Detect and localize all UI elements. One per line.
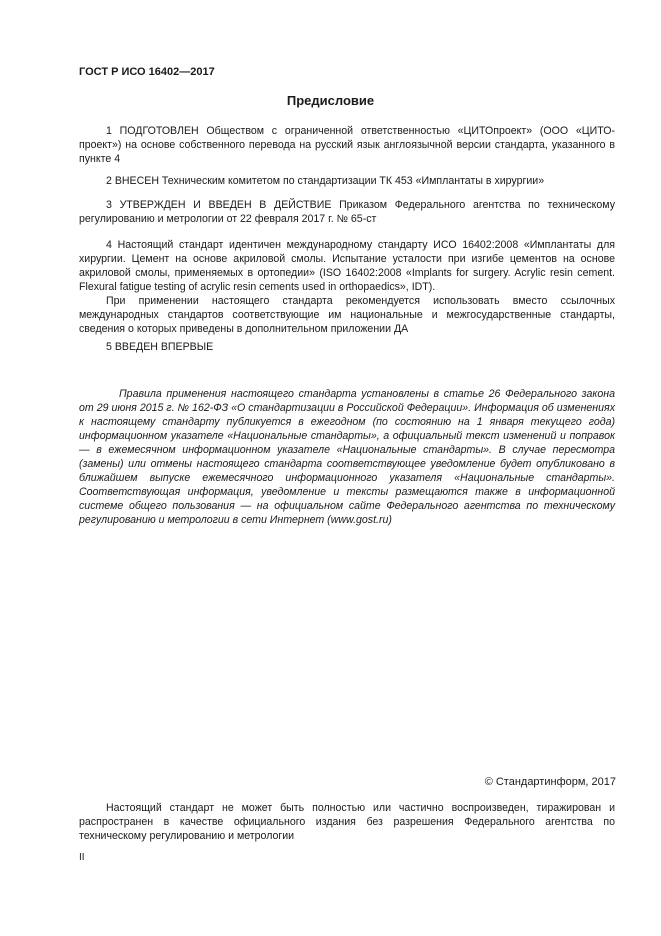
foreword-item-text: 2 ВНЕСЕН Техническим комитетом по стандартизации ТК 453 «Имплантаты в хирургии» xyxy=(106,175,545,187)
foreword-item-text: 3 УТВЕРЖДЕН И ВВЕДЕН В ДЕЙСТВИЕ Приказом Федерального агентства по техническому регулированию и метрологии от 22 февраля 2017 г. № 65-ст xyxy=(79,199,615,225)
page-number: II xyxy=(79,852,85,863)
foreword-item-1 xyxy=(79,124,615,166)
foreword-item-text: 4 Настоящий стандарт идентичен международному стандарту ИСО 16402:2008 «Имплантаты для хирургии. Цемент на основе акриловой смолы. Испытание усталости при изгибе цементов на основе акриловой смолы, применяемых в ортопедии» (ISO 16402:2008 «Implants for surgery. Acrylic resin cement. Flexural fatigue testing of acrylic resin cements used in orthopaedics», IDT). xyxy=(79,239,615,293)
document-code: ГОСТ Р ИСО 16402—2017 xyxy=(79,66,215,78)
foreword-item-5 xyxy=(79,340,615,354)
copyright: © Стандартинформ, 2017 xyxy=(484,776,616,788)
page-title: Предисловие xyxy=(286,93,375,108)
foreword-item-2 xyxy=(79,174,615,188)
foreword-item-text: 5 ВВЕДЕН ВПЕРВЫЕ xyxy=(106,341,214,353)
standard-application-notice: Правила применения настоящего стандарта установлены в статье 26 Федерального закона от 29 июня 2015 г. № 162-ФЗ «О стандартизации в Российской Федерации». Информация об изменениях к настоящему стандарту публикуется в ежегодном (по состоянию на 1 января текущего года) информационном указателе «Национальные стандарты», а официальный текст изменений и поправок — в ежемесячном информационном указателе «Национальные стандарты». В случае пересмотра (замены) или отмены настоящего стандарта соответствующее уведомление будет опубликовано в ближайшем выпуске ежемесячного информационного указателя «Национальные стандарты». Соответствующая информация, уведомление и тексты размещаются также в информационной системе общего пользования — на официальном сайте Федерального агентства по техническому регулированию и метрологии в сети Интернет (www.gost.ru) xyxy=(79,388,615,526)
foreword-item-text: 1 ПОДГОТОВЛЕН Обществом с ограниченной ответственностью «ЦИТОпроект» (ООО «ЦИТО-проект») на основе собственного перевода на русский язык англоязычной версии стандарта, указанного в пункте 4 xyxy=(79,125,615,165)
foreword-item-3 xyxy=(79,198,615,226)
foreword-item-note: При применении настоящего стандарта рекомендуется использовать вместо ссылочных международных стандартов соответствующие им национальные и межгосударственные стандарты, сведения о которых приведены в дополнительном приложении ДА xyxy=(79,295,615,335)
foreword-item-4 xyxy=(79,238,615,336)
reproduction-notice: Настоящий стандарт не может быть полностью или частично воспроизведен, тиражирован и распространен в качестве официального издания без разрешения Федерального агентства по техническому регулированию и метрологии xyxy=(79,802,615,842)
